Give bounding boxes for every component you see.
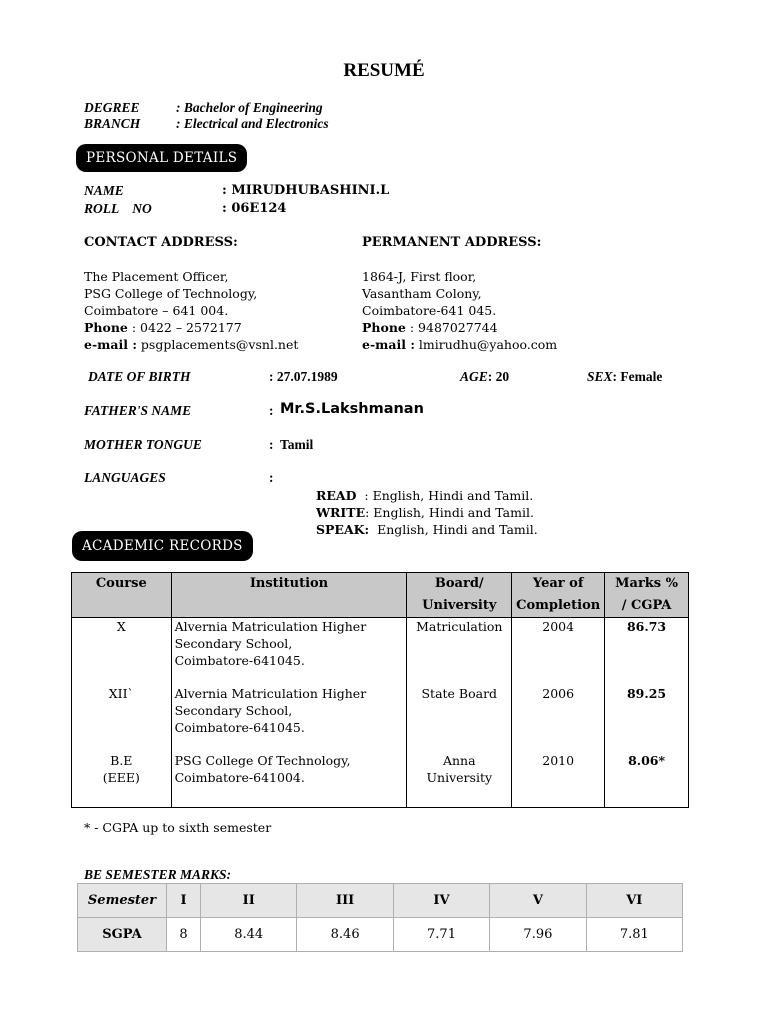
degree-label: DEGREE	[84, 100, 140, 115]
header-institution: Institution	[171, 573, 407, 618]
contact-phone	[84, 319, 298, 336]
permanent-address-block	[362, 268, 557, 353]
branch-label: BRANCH	[84, 116, 141, 131]
contact-line-2: PSG College of Technology,	[84, 286, 258, 301]
institution-line: Secondary School,	[174, 703, 293, 718]
board-cell	[407, 752, 512, 808]
marks-cell	[605, 685, 689, 752]
permanent-line-1: 1864-J, First floor,	[362, 269, 477, 284]
sgpa-value: 8.44	[201, 918, 297, 952]
sgpa-value: 8.46	[297, 918, 393, 952]
table-row	[72, 685, 689, 752]
branch-value: : Electrical and Electronics	[176, 116, 329, 131]
mother-tongue-label: MOTHER TONGUE	[84, 437, 202, 452]
father-name-label: FATHER'S NAME	[84, 403, 192, 418]
course-cell	[72, 685, 172, 752]
contact-line-1: The Placement Officer,	[84, 269, 229, 284]
board-cell	[407, 685, 512, 752]
course-cell	[72, 618, 172, 686]
semester-header-row	[78, 884, 683, 918]
header-year: Year of Completion	[512, 573, 605, 618]
institution-line: Alvernia Matriculation Higher	[174, 686, 367, 701]
marks-cell	[605, 618, 689, 686]
dob-value: : 27.07.1989	[269, 369, 338, 384]
institution-line: Coimbatore-641045.	[174, 720, 305, 735]
name-label: NAME	[84, 183, 124, 198]
age-field	[460, 369, 509, 385]
board-cell	[407, 618, 512, 686]
permanent-phone-value: : 9487027744	[405, 320, 498, 335]
sgpa-value: 7.96	[490, 918, 586, 952]
write-line	[316, 504, 538, 521]
age-label: AGE	[460, 369, 488, 384]
roll-value: : 06E124	[222, 201, 287, 216]
permanent-phone-label: Phone	[362, 320, 406, 335]
table-row	[72, 752, 689, 808]
institution-line: Alvernia Matriculation Higher	[174, 619, 367, 634]
roll-label: ROLL NO	[84, 201, 152, 216]
contact-address-block	[84, 268, 298, 353]
marks-value: 89.25	[626, 686, 667, 701]
father-name-colon: :	[269, 403, 274, 418]
semester-col: V	[490, 884, 586, 918]
speak-line	[316, 521, 538, 538]
semester-label: Semester	[78, 884, 167, 918]
institution-cell	[171, 752, 407, 808]
board-value: Anna	[442, 753, 476, 768]
read-label: READ	[316, 488, 357, 503]
languages-colon: :	[269, 470, 274, 485]
institution-line: Coimbatore-641004.	[174, 770, 305, 785]
contact-line-3: Coimbatore – 641 004.	[84, 303, 229, 318]
page-title: RESUMÉ	[343, 60, 425, 81]
semester-col: IV	[393, 884, 489, 918]
board-value: State Board	[421, 686, 498, 701]
age-value: : 20	[487, 369, 510, 384]
permanent-line-2: Vasantham Colony,	[362, 286, 482, 301]
degree-value: : Bachelor of Engineering	[176, 100, 323, 115]
sgpa-label: SGPA	[78, 918, 167, 952]
semester-col: III	[297, 884, 393, 918]
semester-col: VI	[586, 884, 682, 918]
mother-tongue-value: : Tamil	[269, 437, 314, 452]
semester-marks-heading: BE SEMESTER MARKS:	[84, 867, 232, 882]
cgpa-footnote: * - CGPA up to sixth semester	[84, 820, 272, 835]
header-course: Course	[72, 573, 172, 618]
header-board: Board/ University	[407, 573, 512, 618]
contact-phone-label: Phone	[84, 320, 128, 335]
course-cell	[72, 752, 172, 808]
sgpa-value: 7.71	[393, 918, 489, 952]
contact-address-heading: CONTACT ADDRESS:	[84, 235, 238, 250]
board-value: University	[426, 770, 493, 785]
institution-cell	[171, 685, 407, 752]
dob-label: DATE OF BIRTH	[88, 369, 191, 384]
write-value: : English, Hindi and Tamil.	[365, 505, 534, 520]
marks-value: 86.73	[626, 619, 667, 634]
section-personal-details: PERSONAL DETAILS	[76, 144, 247, 172]
permanent-phone	[362, 319, 557, 336]
permanent-address-heading: PERMANENT ADDRESS:	[362, 235, 542, 250]
institution-line: PSG College Of Technology,	[174, 753, 351, 768]
year-value: 2006	[542, 686, 575, 701]
write-label: WRITE	[316, 505, 366, 520]
read-line	[316, 487, 538, 504]
year-value: 2010	[542, 753, 575, 768]
sgpa-value: 7.81	[586, 918, 682, 952]
sex-field	[587, 369, 662, 385]
semester-marks-table	[77, 883, 683, 952]
semester-col: II	[201, 884, 297, 918]
year-value: 2004	[542, 619, 575, 634]
semester-col: I	[167, 884, 201, 918]
institution-cell	[171, 618, 407, 686]
year-cell	[512, 752, 605, 808]
course-value: XII`	[108, 686, 134, 701]
languages-label: LANGUAGES	[84, 470, 166, 485]
contact-email-label: e-mail :	[84, 337, 137, 352]
father-name-value: Mr.S.Lakshmanan	[280, 401, 424, 417]
sgpa-value: 8	[167, 918, 201, 952]
sex-value: : Female	[612, 369, 663, 384]
permanent-email	[362, 336, 557, 353]
sgpa-row	[78, 918, 683, 952]
academic-records-table	[71, 572, 689, 808]
read-value: : English, Hindi and Tamil.	[356, 488, 534, 503]
permanent-email-label: e-mail :	[362, 337, 415, 352]
year-cell	[512, 685, 605, 752]
contact-email	[84, 336, 298, 353]
permanent-line-3: Coimbatore-641 045.	[362, 303, 497, 318]
institution-line: Secondary School,	[174, 636, 293, 651]
marks-value: 8.06*	[628, 753, 666, 768]
institution-line: Coimbatore-641045.	[174, 653, 305, 668]
sex-label: SEX	[587, 369, 613, 384]
section-academic-records: ACADEMIC RECORDS	[72, 531, 253, 561]
languages-list	[316, 487, 538, 538]
table-header-row	[72, 573, 689, 618]
speak-label: SPEAK:	[316, 522, 370, 537]
name-value: : MIRUDHUBASHINI.L	[222, 183, 390, 198]
speak-value: English, Hindi and Tamil.	[369, 522, 538, 537]
table-row	[72, 618, 689, 686]
contact-phone-value: : 0422 – 2572177	[127, 320, 242, 335]
header-marks: Marks % / CGPA	[605, 573, 689, 618]
year-cell	[512, 618, 605, 686]
course-value: B.E (EEE)	[102, 753, 140, 785]
board-value: Matriculation	[416, 619, 503, 634]
marks-cell	[605, 752, 689, 808]
permanent-email-value: lmirudhu@yahoo.com	[414, 337, 558, 352]
course-value: X	[116, 619, 126, 634]
contact-email-value: psgplacements@vsnl.net	[136, 337, 299, 352]
